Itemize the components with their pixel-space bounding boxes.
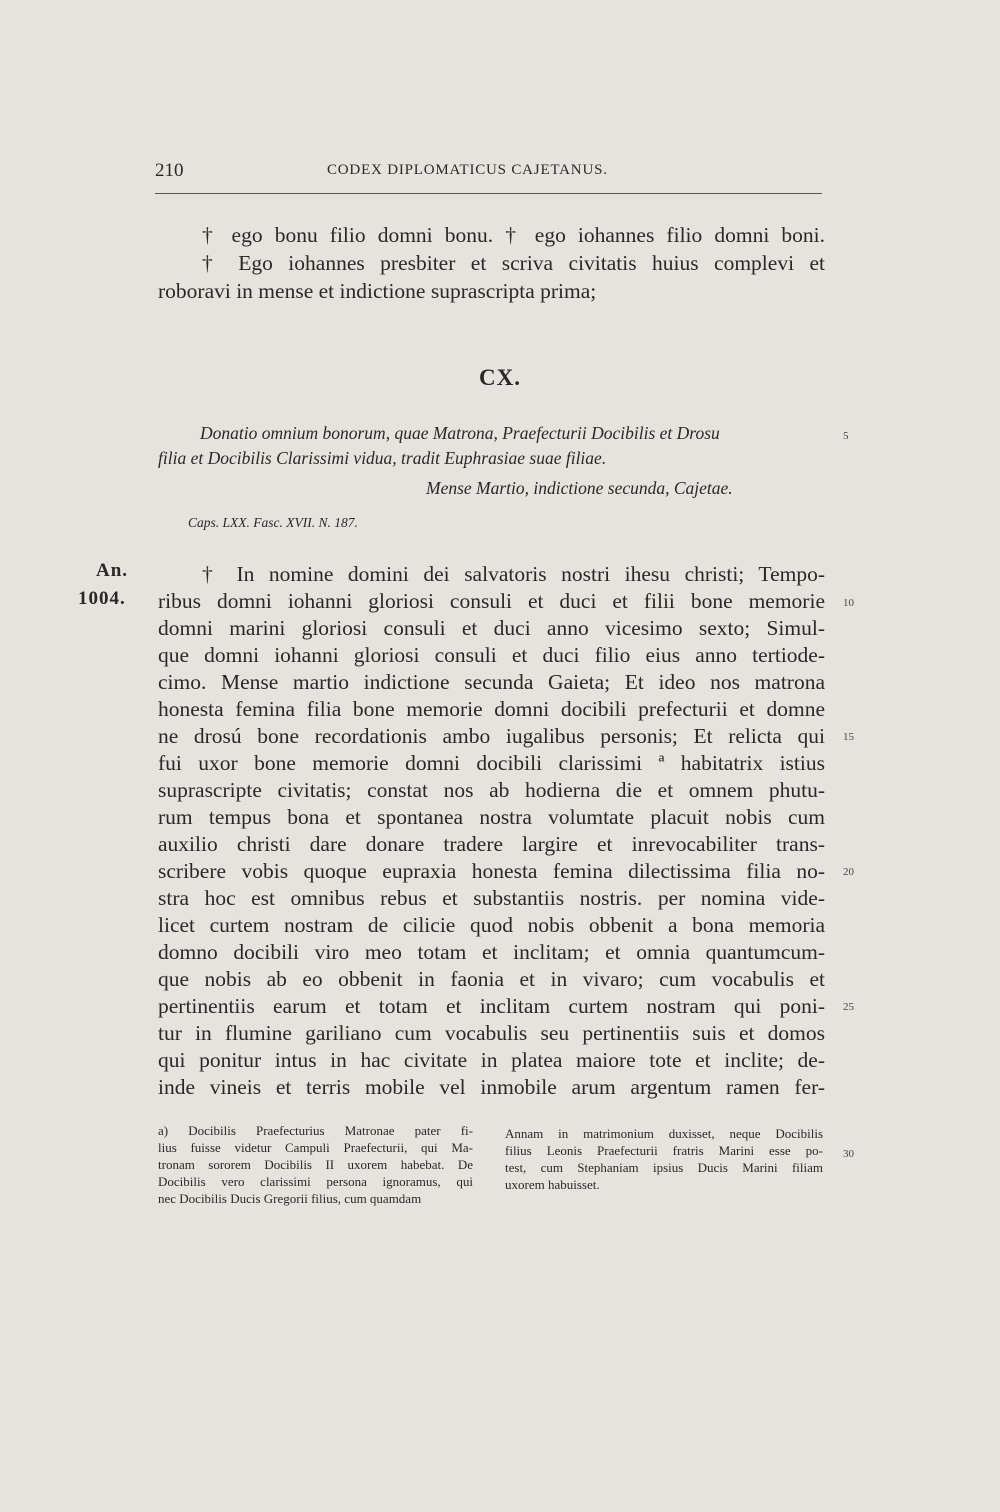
- body-line: scribere vobis quoque eupraxia honesta femina dilectissima filia no-: [158, 859, 825, 883]
- summary-line: Mense Martio, indictione secunda, Cajetae.: [426, 478, 733, 498]
- running-head: [155, 160, 822, 184]
- body-line: rum tempus bona et spontanea nostra volumtate placuit nobis cum: [158, 805, 825, 829]
- footnote-line: filius Leonis Praefecturii fratris Marini esse po-: [505, 1143, 823, 1158]
- side-year-label: An.: [96, 560, 129, 581]
- header-rule: [155, 193, 822, 194]
- body-line: auxilio christi dare donare tradere largire et inrevocabiliter trans-: [158, 832, 825, 856]
- body-line: stra hoc est omnibus rebus et substantiis nostris. per nomina vide-: [158, 886, 825, 910]
- footnote-line: lius fuisse videtur Campuli Praefecturii, qui Ma-: [158, 1140, 473, 1155]
- body-line: ribus domni iohanni gloriosi consuli et duci et filii bone memorie: [158, 589, 825, 613]
- footnote-line: uxorem habuisset.: [505, 1177, 600, 1192]
- document-number: CX.: [479, 365, 521, 390]
- text-line: roboravi in mense et indictione suprascripta prima;: [158, 279, 597, 303]
- summary-line: Donatio omnium bonorum, quae Matrona, Praefecturii Docibilis et Drosu: [200, 423, 720, 443]
- body-line: inde vineis et terris mobile vel inmobile arum argentum ramen fer-: [158, 1075, 825, 1099]
- body-line: ne drosú bone recordationis ambo iugalibus personis; Et relicta qui: [158, 724, 825, 748]
- body-line: domno docibili viro meo totam et inclitam; et omnia quantumcum-: [158, 940, 825, 964]
- line-number: 30: [843, 1148, 854, 1160]
- text-line: † Ego iohannes presbiter et scriva civitatis huius complevi et: [202, 251, 825, 275]
- footnote-line: tronam sororem Docibilis II uxorem habebat. De: [158, 1157, 473, 1172]
- body-line: suprascripte civitatis; constat nos ab hodierna die et omnem phutu-: [158, 778, 825, 802]
- footnote-line: a) Docibilis Praefecturius Matronae pater fi-: [158, 1123, 473, 1138]
- line-number: 10: [843, 597, 854, 609]
- body-line: domni marini gloriosi consuli et duci anno vicesimo sexto; Simul-: [158, 616, 825, 640]
- line-number: 15: [843, 731, 854, 743]
- body-line: que domni iohanni gloriosi consuli et duci filio eius anno tertiode-: [158, 643, 825, 667]
- text-line: † ego bonu filio domni bonu. † ego iohannes filio domni boni.: [202, 223, 825, 247]
- body-line: honesta femina filia bone memorie domni docibili prefecturii et domne: [158, 697, 825, 721]
- footnote-line: Annam in matrimonium duxisset, neque Docibilis: [505, 1126, 823, 1141]
- line-number: 20: [843, 866, 854, 878]
- body-line: licet curtem nostram de cilicie quod nobis obbenit a bona memoria: [158, 913, 825, 937]
- side-year-value: 1004.: [78, 588, 126, 609]
- body-line: fui uxor bone memorie domni docibili clarissimi ª habitatrix istius: [158, 751, 825, 775]
- running-title: CODEX DIPLOMATICUS CAJETANUS.: [327, 162, 608, 178]
- footnote-line: nec Docibilis Ducis Gregorii filius, cum quamdam: [158, 1191, 422, 1206]
- footnote-line: test, cum Stephaniam ipsius Ducis Marini filiam: [505, 1160, 823, 1175]
- footnote-line: Docibilis vero clarissimi persona ignoramus, qui: [158, 1174, 473, 1189]
- body-line: que nobis ab eo obbenit in faonia et in vivaro; cum vocabulis et: [158, 967, 825, 991]
- line-number: 25: [843, 1001, 854, 1013]
- body-line: tur in flumine gariliano cum vocabulis seu pertinentiis suis et domos: [158, 1021, 825, 1045]
- line-number: 5: [843, 430, 849, 442]
- shelfmark: Caps. LXX. Fasc. XVII. N. 187.: [188, 515, 358, 530]
- body-line: qui ponitur intus in hac civitate in platea maiore tote et inclite; de-: [158, 1048, 825, 1072]
- body-line: † In nomine domini dei salvatoris nostri ihesu christi; Tempo-: [202, 562, 825, 586]
- summary-line: filia et Docibilis Clarissimi vidua, tradit Euphrasiae suae filiae.: [158, 448, 607, 468]
- page-number: 210: [155, 160, 184, 181]
- body-line: cimo. Mense martio indictione secunda Gaieta; Et ideo nos matrona: [158, 670, 825, 694]
- body-line: pertinentiis earum et totam et inclitam curtem nostram qui poni-: [158, 994, 825, 1018]
